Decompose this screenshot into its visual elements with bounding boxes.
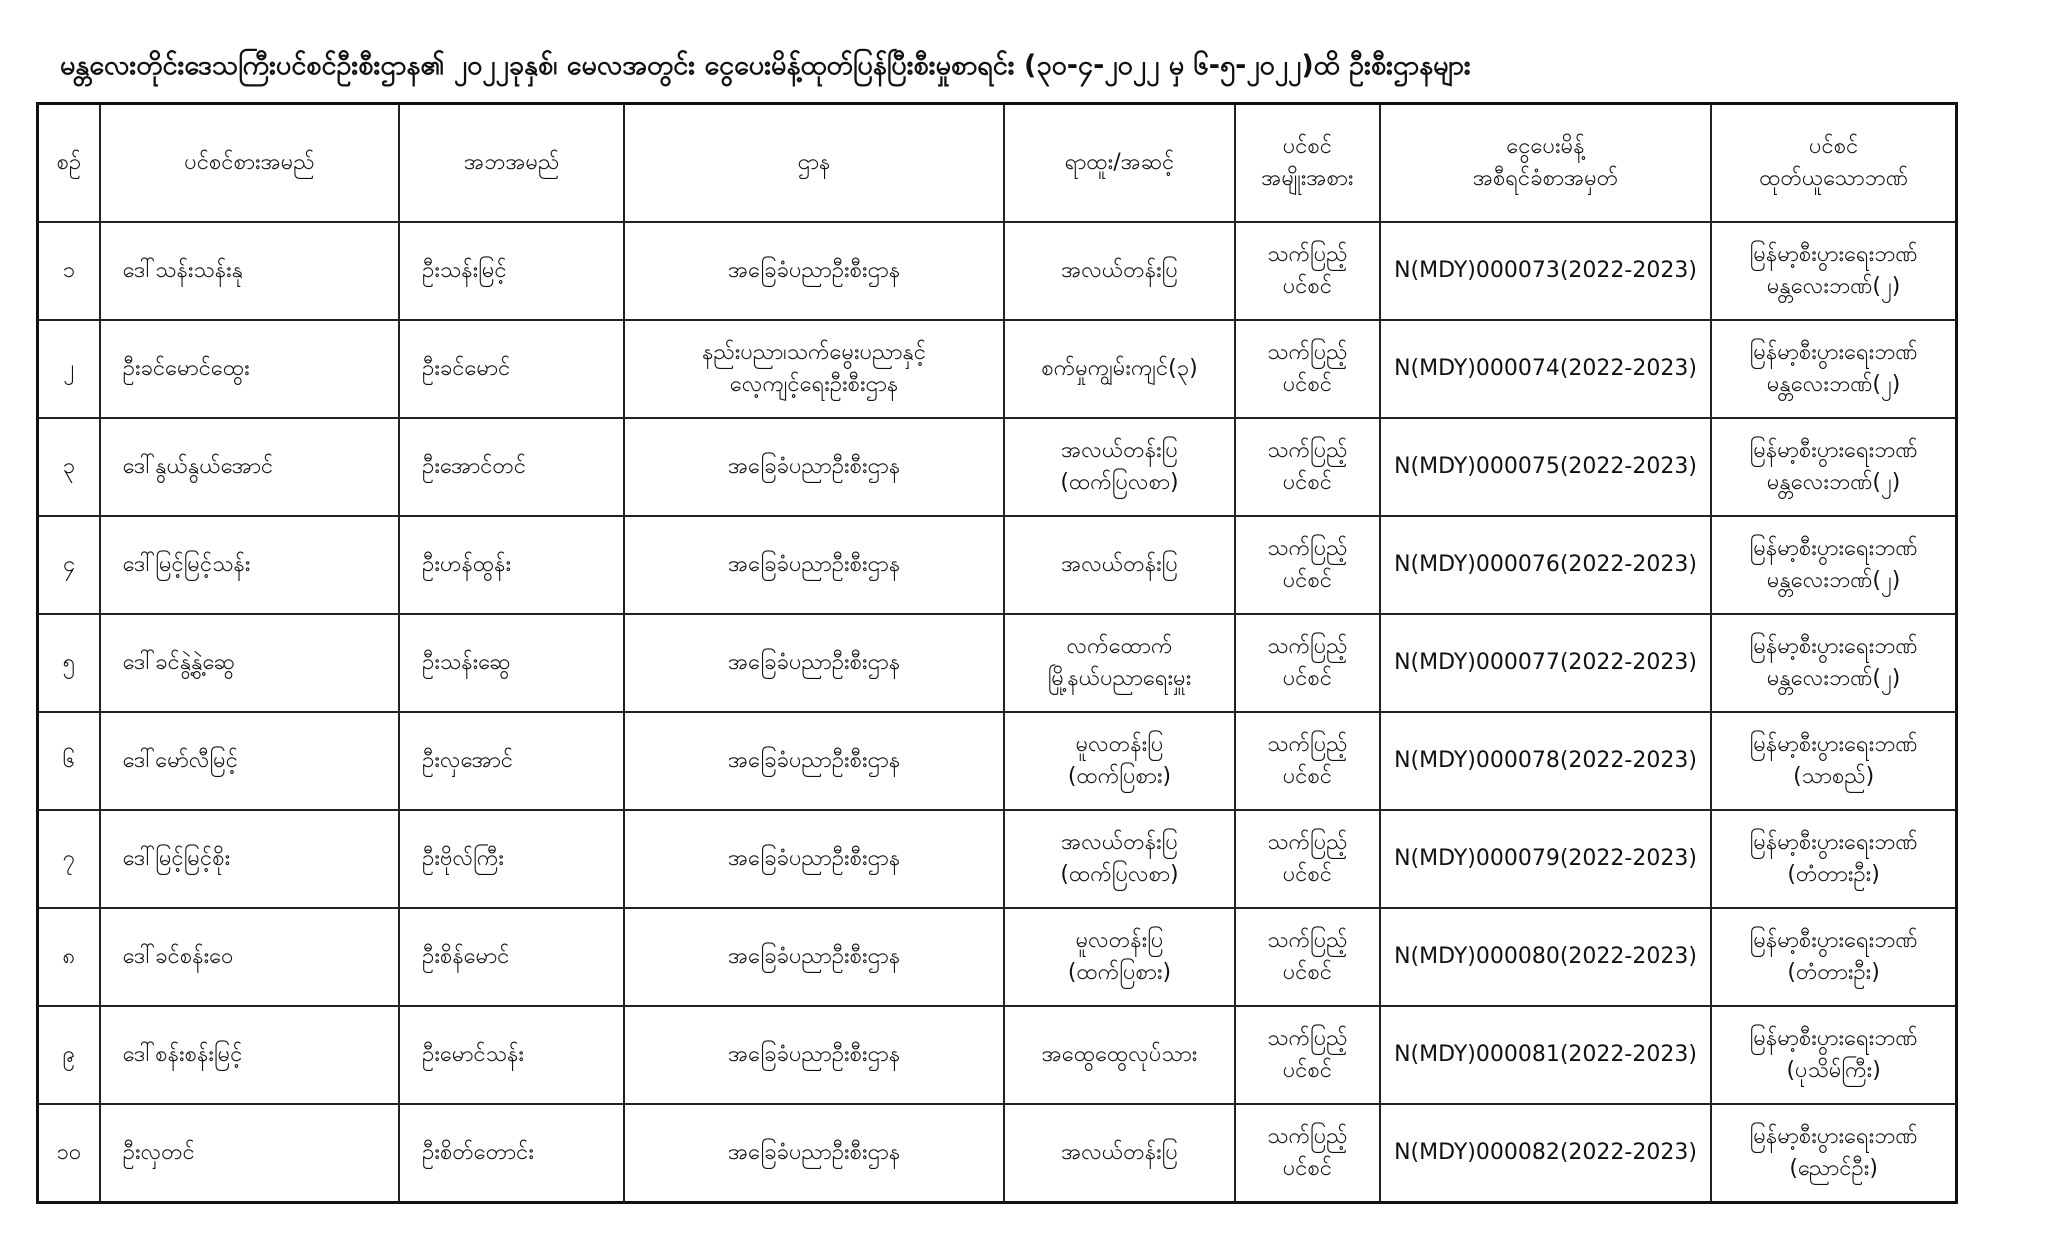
pension-type-line: သက်ပြည့် bbox=[1267, 340, 1348, 365]
cell-no bbox=[38, 516, 100, 614]
table-row bbox=[38, 1104, 1957, 1203]
header-row bbox=[38, 104, 1957, 223]
department-line: အခြေခံပညာဦးစီးဌာန bbox=[727, 748, 901, 773]
row-number: ၃ bbox=[62, 454, 76, 479]
row-number: ၂ bbox=[63, 356, 75, 381]
father-name: ဦးသန်းဆွေ bbox=[422, 650, 511, 675]
pension-type-line: ပင်စင် bbox=[1282, 862, 1333, 887]
table-row bbox=[38, 516, 1957, 614]
cell-no bbox=[38, 908, 100, 1006]
department-line: အခြေခံပညာဦးစီးဌာန bbox=[727, 944, 901, 969]
bank-line: မန္တလေးဘဏ်(၂) bbox=[1766, 470, 1901, 495]
pension-type-line: သက်ပြည့် bbox=[1267, 438, 1348, 463]
table-row bbox=[38, 614, 1957, 712]
father-name: ဦးလှအောင် bbox=[422, 748, 514, 773]
cell-father-name bbox=[399, 810, 624, 908]
cell-department bbox=[624, 418, 1004, 516]
table-row bbox=[38, 1006, 1957, 1104]
pension-type-line: သက်ပြည့် bbox=[1267, 536, 1348, 561]
cell-bank bbox=[1711, 908, 1956, 1006]
bank-line: မြန်မာ့စီးပွားရေးဘဏ် bbox=[1749, 536, 1918, 561]
bank-line: မြန်မာ့စီးပွားရေးဘဏ် bbox=[1749, 1124, 1918, 1149]
pension-type-line: သက်ပြည့် bbox=[1267, 830, 1348, 855]
cell-department bbox=[624, 908, 1004, 1006]
bank-line: မြန်မာ့စီးပွားရေးဘဏ် bbox=[1749, 1026, 1918, 1051]
header-ref-line1: ငွေပေးမိန့် bbox=[1506, 134, 1585, 159]
pension-type-line: ပင်စင် bbox=[1282, 764, 1333, 789]
cell-rank bbox=[1004, 810, 1235, 908]
cell-pension-type bbox=[1235, 712, 1380, 810]
table-row bbox=[38, 712, 1957, 810]
cell-bank bbox=[1711, 516, 1956, 614]
cell-pensioner-name bbox=[100, 320, 399, 418]
cell-bank bbox=[1711, 1104, 1956, 1203]
table-row bbox=[38, 222, 1957, 320]
rank-line: အလယ်တန်းပြ bbox=[1061, 258, 1178, 283]
cell-pension-type bbox=[1235, 418, 1380, 516]
row-number: ၉ bbox=[62, 1042, 76, 1067]
cell-father-name bbox=[399, 614, 624, 712]
bank-line: (ပုသိမ်ကြီး) bbox=[1786, 1058, 1881, 1083]
report-number: N(MDY)000082(2022-2023) bbox=[1394, 1140, 1697, 1165]
cell-bank bbox=[1711, 614, 1956, 712]
cell-father-name bbox=[399, 516, 624, 614]
cell-pensioner-name bbox=[100, 418, 399, 516]
rank-line: မူလတန်းပြ bbox=[1075, 928, 1164, 953]
cell-rank bbox=[1004, 1006, 1235, 1104]
pensioner-name: ဦးလှတင် bbox=[122, 1140, 195, 1165]
father-name: ဦးမောင်သန်း bbox=[422, 1042, 524, 1067]
pension-type-line: ပင်စင် bbox=[1282, 274, 1333, 299]
pension-type-line: ပင်စင် bbox=[1282, 470, 1333, 495]
rank-line: (ထက်ပြလစာ) bbox=[1060, 470, 1179, 495]
header-type-line1: ပင်စင် bbox=[1282, 134, 1333, 159]
cell-no bbox=[38, 614, 100, 712]
cell-pension-type bbox=[1235, 1104, 1380, 1203]
cell-no bbox=[38, 810, 100, 908]
cell-pension-type bbox=[1235, 614, 1380, 712]
report-number: N(MDY)000081(2022-2023) bbox=[1394, 1042, 1697, 1067]
bank-line: မြန်မာ့စီးပွားရေးဘဏ် bbox=[1749, 340, 1918, 365]
cell-pensioner-name bbox=[100, 908, 399, 1006]
bank-line: (တံတားဦး) bbox=[1787, 960, 1880, 985]
header-bank bbox=[1711, 104, 1956, 223]
cell-pension-type bbox=[1235, 810, 1380, 908]
cell-pension-type bbox=[1235, 908, 1380, 1006]
pension-type-line: ပင်စင် bbox=[1282, 960, 1333, 985]
bank-line: မြန်မာ့စီးပွားရေးဘဏ် bbox=[1749, 634, 1918, 659]
cell-report-number bbox=[1380, 908, 1712, 1006]
bank-line: မြန်မာ့စီးပွားရေးဘဏ် bbox=[1749, 438, 1918, 463]
row-number: ၁၀ bbox=[56, 1140, 82, 1165]
bank-line: မြန်မာ့စီးပွားရေးဘဏ် bbox=[1749, 732, 1918, 757]
cell-no bbox=[38, 320, 100, 418]
pensioner-name: ဒေါ်ခင်နွဲ့နွဲ့ဆွေ bbox=[122, 650, 235, 675]
father-name: ဦးခင်မောင် bbox=[422, 356, 511, 381]
header-department: ဌာန bbox=[624, 104, 1004, 223]
department-line: နည်းပညာ၊သက်မွေးပညာနှင့် bbox=[702, 340, 927, 365]
department-line: အခြေခံပညာဦးစီးဌာန bbox=[727, 846, 901, 871]
department-line: လေ့ကျင့်ရေးဦးစီးဌာန bbox=[729, 372, 899, 397]
pension-type-line: သက်ပြည့် bbox=[1267, 732, 1348, 757]
header-ref bbox=[1380, 104, 1712, 223]
department-line: အခြေခံပညာဦးစီးဌာန bbox=[727, 552, 901, 577]
cell-pensioner-name bbox=[100, 222, 399, 320]
report-number: N(MDY)000073(2022-2023) bbox=[1394, 258, 1697, 283]
header-ref-line2: အစီရင်ခံစာအမှတ် bbox=[1472, 166, 1619, 191]
cell-father-name bbox=[399, 712, 624, 810]
cell-no bbox=[38, 1104, 100, 1203]
department-line: အခြေခံပညာဦးစီးဌာန bbox=[727, 1140, 901, 1165]
table-header bbox=[38, 104, 1957, 223]
cell-department bbox=[624, 1006, 1004, 1104]
cell-father-name bbox=[399, 320, 624, 418]
cell-report-number bbox=[1380, 1104, 1712, 1203]
pensioner-name: ဦးခင်မောင်ထွေး bbox=[122, 356, 250, 381]
cell-report-number bbox=[1380, 418, 1712, 516]
bank-line: မြန်မာ့စီးပွားရေးဘဏ် bbox=[1749, 830, 1918, 855]
cell-rank bbox=[1004, 516, 1235, 614]
table-body bbox=[38, 222, 1957, 1203]
table-row bbox=[38, 418, 1957, 516]
pensioner-name: ဒေါ်နွယ်နွယ်အောင် bbox=[122, 454, 274, 479]
rank-line: (ထက်ပြစား) bbox=[1067, 764, 1172, 789]
rank-line: အလယ်တန်းပြ bbox=[1061, 552, 1178, 577]
cell-pensioner-name bbox=[100, 614, 399, 712]
header-father: အဘအမည် bbox=[399, 104, 624, 223]
bank-line: မန္တလေးဘဏ်(၂) bbox=[1766, 666, 1901, 691]
cell-department bbox=[624, 320, 1004, 418]
table-row bbox=[38, 908, 1957, 1006]
father-name: ဦးသန်းမြင့် bbox=[422, 258, 507, 283]
cell-pensioner-name bbox=[100, 810, 399, 908]
rank-line: (ထက်ပြလစာ) bbox=[1060, 862, 1179, 887]
bank-line: (ညောင်ဦး) bbox=[1789, 1156, 1878, 1181]
cell-rank bbox=[1004, 1104, 1235, 1203]
cell-department bbox=[624, 1104, 1004, 1203]
cell-bank bbox=[1711, 320, 1956, 418]
cell-report-number bbox=[1380, 1006, 1712, 1104]
cell-pension-type bbox=[1235, 222, 1380, 320]
father-name: ဦးစိန်မောင် bbox=[422, 944, 510, 969]
father-name: ဦးဟန်ထွန်း bbox=[422, 552, 512, 577]
cell-father-name bbox=[399, 908, 624, 1006]
bank-line: (တံတားဦး) bbox=[1787, 862, 1880, 887]
pension-table bbox=[36, 102, 1958, 1204]
cell-report-number bbox=[1380, 810, 1712, 908]
cell-rank bbox=[1004, 418, 1235, 516]
cell-rank bbox=[1004, 712, 1235, 810]
cell-department bbox=[624, 712, 1004, 810]
pensioner-name: ဒေါ်မြင့်မြင့်သန်း bbox=[122, 552, 251, 577]
rank-line: လက်ထောက် bbox=[1066, 634, 1173, 659]
report-number: N(MDY)000076(2022-2023) bbox=[1394, 552, 1697, 577]
cell-pensioner-name bbox=[100, 516, 399, 614]
father-name: ဦးစိတ်တောင်း bbox=[422, 1140, 534, 1165]
cell-report-number bbox=[1380, 712, 1712, 810]
cell-department bbox=[624, 222, 1004, 320]
row-number: ၄ bbox=[62, 552, 76, 577]
rank-line: (ထက်ပြစား) bbox=[1067, 960, 1172, 985]
pension-type-line: ပင်စင် bbox=[1282, 666, 1333, 691]
cell-bank bbox=[1711, 222, 1956, 320]
cell-pensioner-name bbox=[100, 1104, 399, 1203]
pensioner-name: ဒေါ်မော်လီမြင့် bbox=[122, 748, 238, 773]
cell-no bbox=[38, 222, 100, 320]
header-no: စဉ် bbox=[38, 104, 100, 223]
row-number: ၁ bbox=[62, 258, 76, 283]
cell-department bbox=[624, 614, 1004, 712]
cell-report-number bbox=[1380, 516, 1712, 614]
bank-line: မြန်မာ့စီးပွားရေးဘဏ် bbox=[1749, 242, 1918, 267]
report-number: N(MDY)000075(2022-2023) bbox=[1394, 454, 1697, 479]
cell-bank bbox=[1711, 1006, 1956, 1104]
rank-line: အလယ်တန်းပြ bbox=[1061, 438, 1178, 463]
cell-rank bbox=[1004, 908, 1235, 1006]
cell-no bbox=[38, 712, 100, 810]
department-line: အခြေခံပညာဦးစီးဌာန bbox=[727, 258, 901, 283]
header-name: ပင်စင်စားအမည် bbox=[100, 104, 399, 223]
report-number: N(MDY)000077(2022-2023) bbox=[1394, 650, 1697, 675]
bank-line: မန္တလေးဘဏ်(၂) bbox=[1766, 372, 1901, 397]
pension-type-line: ပင်စင် bbox=[1282, 372, 1333, 397]
cell-pensioner-name bbox=[100, 1006, 399, 1104]
rank-line: အထွေထွေလုပ်သား bbox=[1041, 1042, 1198, 1067]
row-number: ၈ bbox=[62, 944, 76, 969]
header-type-line2: အမျိုးအစား bbox=[1261, 166, 1354, 191]
cell-father-name bbox=[399, 222, 624, 320]
father-name: ဦးဗိုလ်ကြီး bbox=[422, 846, 504, 871]
cell-department bbox=[624, 516, 1004, 614]
department-line: အခြေခံပညာဦးစီးဌာန bbox=[727, 1042, 901, 1067]
rank-line: မူလတန်းပြ bbox=[1075, 732, 1164, 757]
cell-bank bbox=[1711, 712, 1956, 810]
cell-rank bbox=[1004, 614, 1235, 712]
cell-father-name bbox=[399, 1006, 624, 1104]
cell-pension-type bbox=[1235, 516, 1380, 614]
father-name: ဦးအောင်တင် bbox=[422, 454, 527, 479]
cell-rank bbox=[1004, 320, 1235, 418]
cell-no bbox=[38, 1006, 100, 1104]
cell-pension-type bbox=[1235, 1006, 1380, 1104]
cell-pension-type bbox=[1235, 320, 1380, 418]
pension-type-line: သက်ပြည့် bbox=[1267, 634, 1348, 659]
pension-type-line: ပင်စင် bbox=[1282, 568, 1333, 593]
pension-type-line: သက်ပြည့် bbox=[1267, 1124, 1348, 1149]
document-title: မန္တလေးတိုင်းဒေသကြီးပင်စင်ဦးစီးဌာန၏ ၂၀၂၂ခုနှစ်၊ မေလအတွင်း ငွေပေးမိန့်ထုတ်ပြန်ပြီးစီးမှုစာရင်း (၃၀-၄-၂၀၂၂ မှ ၆-၅-၂၀၂၂)ထိ ဦးစီးဌာနများ bbox=[60, 50, 1471, 81]
table-row bbox=[38, 320, 1957, 418]
report-number: N(MDY)000080(2022-2023) bbox=[1394, 944, 1697, 969]
bank-line: မန္တလေးဘဏ်(၂) bbox=[1766, 274, 1901, 299]
cell-department bbox=[624, 810, 1004, 908]
pensioner-name: ဒေါ်သန်းသန်းနု bbox=[122, 258, 244, 283]
cell-father-name bbox=[399, 418, 624, 516]
rank-line: မြို့နယ်ပညာရေးမှူး bbox=[1047, 666, 1192, 691]
pension-type-line: ပင်စင် bbox=[1282, 1058, 1333, 1083]
row-number: ၇ bbox=[62, 846, 76, 871]
report-number: N(MDY)000079(2022-2023) bbox=[1394, 846, 1697, 871]
department-line: အခြေခံပညာဦးစီးဌာန bbox=[727, 454, 901, 479]
rank-line: အလယ်တန်းပြ bbox=[1061, 1140, 1178, 1165]
cell-father-name bbox=[399, 1104, 624, 1203]
cell-no bbox=[38, 418, 100, 516]
row-number: ၅ bbox=[62, 650, 76, 675]
cell-bank bbox=[1711, 418, 1956, 516]
cell-report-number bbox=[1380, 614, 1712, 712]
rank-line: အလယ်တန်းပြ bbox=[1061, 830, 1178, 855]
bank-line: မန္တလေးဘဏ်(၂) bbox=[1766, 568, 1901, 593]
pension-type-line: သက်ပြည့် bbox=[1267, 928, 1348, 953]
table-row bbox=[38, 810, 1957, 908]
report-number: N(MDY)000078(2022-2023) bbox=[1394, 748, 1697, 773]
row-number: ၆ bbox=[62, 748, 76, 773]
bank-line: မြန်မာ့စီးပွားရေးဘဏ် bbox=[1749, 928, 1918, 953]
cell-report-number bbox=[1380, 320, 1712, 418]
pensioner-name: ဒေါ်ခင်စန်းဝေ bbox=[122, 944, 234, 969]
cell-bank bbox=[1711, 810, 1956, 908]
department-line: အခြေခံပညာဦးစီးဌာန bbox=[727, 650, 901, 675]
pension-type-line: သက်ပြည့် bbox=[1267, 1026, 1348, 1051]
header-rank: ရာထူး/အဆင့် bbox=[1004, 104, 1235, 223]
pensioner-name: ဒေါ်မြင့်မြင့်စိုး bbox=[122, 846, 231, 871]
cell-rank bbox=[1004, 222, 1235, 320]
header-type bbox=[1235, 104, 1380, 223]
report-number: N(MDY)000074(2022-2023) bbox=[1394, 356, 1697, 381]
pension-type-line: ပင်စင် bbox=[1282, 1156, 1333, 1181]
header-bank-line2: ထုတ်ယူသောဘဏ် bbox=[1759, 166, 1909, 191]
cell-report-number bbox=[1380, 222, 1712, 320]
header-bank-line1: ပင်စင် bbox=[1808, 134, 1859, 159]
pensioner-name: ဒေါ်စန်းစန်းမြင့် bbox=[122, 1042, 243, 1067]
cell-pensioner-name bbox=[100, 712, 399, 810]
pension-type-line: သက်ပြည့် bbox=[1267, 242, 1348, 267]
rank-line: စက်မှုကျွမ်းကျင်(၃) bbox=[1041, 356, 1198, 381]
bank-line: (သာစည်) bbox=[1793, 764, 1875, 789]
